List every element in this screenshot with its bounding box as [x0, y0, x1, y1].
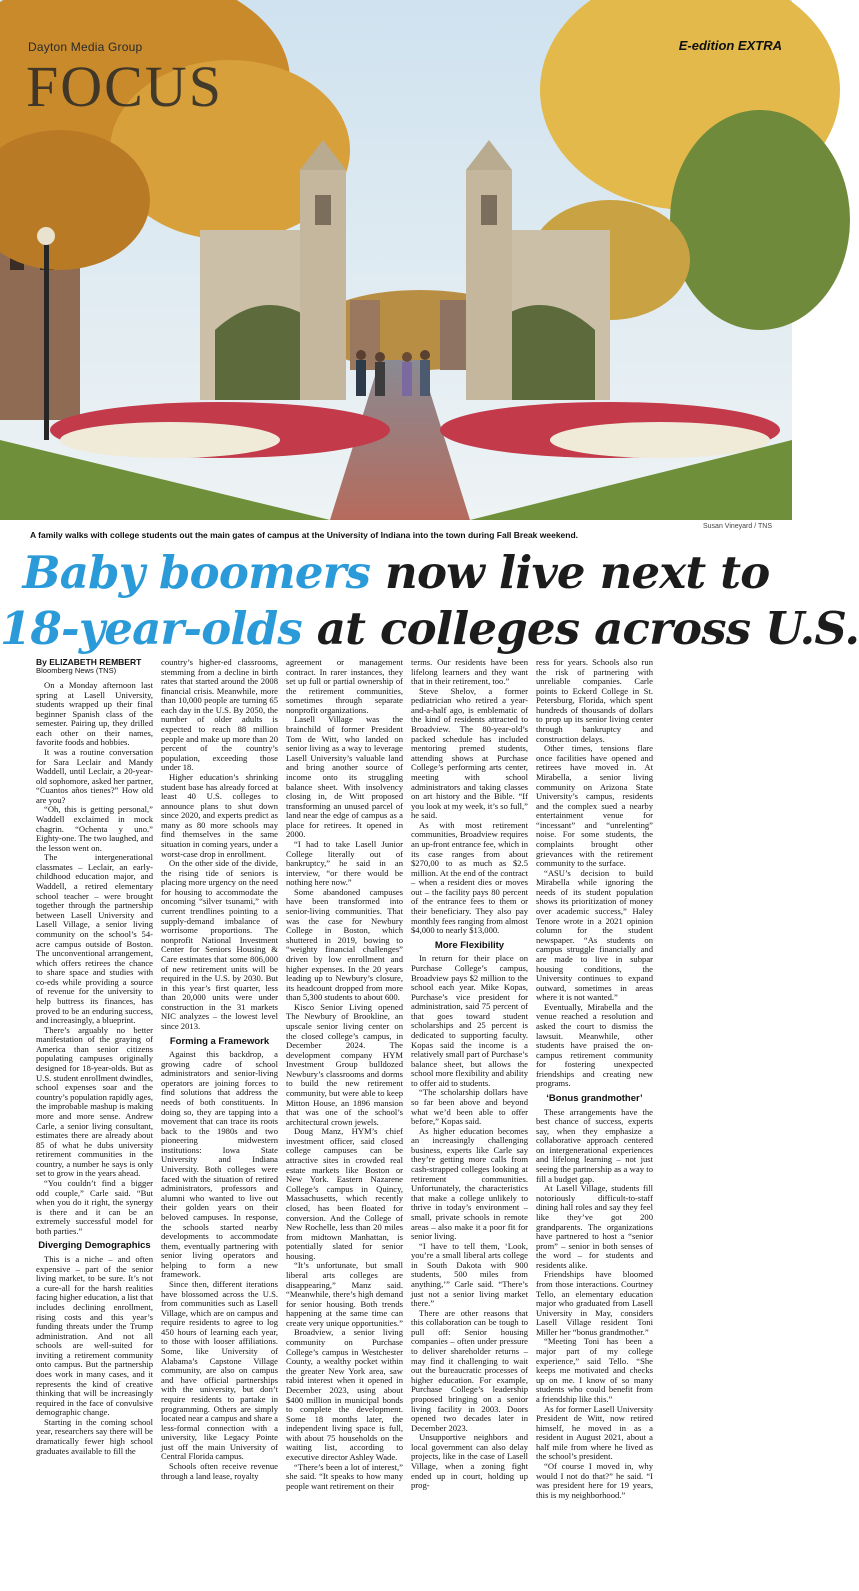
article-paragraph: “There’s been a lot of interest,” she said. “It speaks to how many people want retirement on their: [286, 1461, 403, 1491]
article-paragraph: There are other reasons that this collaboration can be tough to pull off: Senior housing companies – often under pressure to deliver shareholder returns – may find it challenging to wait out the bureaucratic processes of higher education. For example, Purchase College’s leadership proposed bringing on a senior living facility in 2003. Doors opened two decades later in December 2023.: [411, 1307, 528, 1433]
section-subhead: More Flexibility: [434, 939, 505, 951]
article-paragraph: Doug Manz, HYM’s chief investment officer, said closed college campuses can be attractive sites in crowded real estate markets like Boston or New York. Eastern Nazarene College’s campus in Quincy, Massachusetts, which recently closed, has been floated for conversion. And the College of New Rochelle, less than 20 miles from midtown Manhattan, is potentially slated for senior housing.: [286, 1126, 403, 1261]
article-paragraph: In return for their place on Purchase College’s campus, Broadview pays $2 million to the school each year. Mike Kopas, Purchase’s vice president for administration, said 75 percent of that goes toward student scholarships and 25 percent is dedicated to supporting faculty. Kopas said the income is a relatively small part of Purchase’s balance sheet, but allows the school more flexibility and ability to offer aid to students.: [411, 953, 528, 1088]
article-paragraph: These arrangements have the best chance of success, experts say, when they emphasize a collaborative approach centered on intergenerational experiences and lifelong learning – not just seeing the partnership as a way to fill a budget gap.: [536, 1106, 653, 1184]
article-paragraph: On the other side of the divide, the rising tide of seniors is placing more urgency on the need for housing to accommodate the oncoming “silver tsunami,” with current trendlines pointing to a supply-demand imbalance of worrisome proportions. The nonprofit National Investment Center for Seniors Housing & Care estimates that some 806,000 of new retirement units will be required in the U.S. by 2030. But in this year’s first quarter, less than 20,000 units were under construction in the 31 markets NIC analyzes – the lowest level since 2013.: [161, 858, 278, 1031]
byline-source: Bloomberg News (TNS): [36, 666, 117, 676]
photo-caption: A family walks with college students out the main gates of campus at the University of Indiana into the town during Fall Break weekend.: [30, 530, 579, 540]
article-paragraph: “I have to tell them, ‘Look, you’re a small liberal arts college in South Dakota with 900 students, 500 miles from anything,’” Carle said. “There’s just not a senior living market there.”: [411, 1240, 528, 1309]
article-paragraph: As with most retirement communities, Broadview requires an up-front entrance fee, which in its case ranges from about $270,00 to as much as $2.5 million. At the end of the contract – when a resident dies or moves out – the facility pays 80 percent of the entrance fees to them or their beneficiary. They also pay monthly fees ranging from almost $4,000 to nearly $13,000.: [411, 819, 528, 936]
article-paragraph: “ASU’s decision to build Mirabella while ignoring the needs of its student population shows its prioritization of money over academic success,” Haley Tenore wrote in a 2021 opinion column for the student newspaper. “As students on campus struggle financially and are made to live in subpar housing conditions, the University continues to expand outward, sometimes in areas where it is not wanted.”: [536, 867, 653, 1003]
article-body: [36, 658, 766, 1583]
article-paragraph: Starting in the coming school year, researchers say there will be dramatically fewer high school graduates available to fill the: [36, 1416, 153, 1456]
section-title: FOCUS: [26, 54, 223, 119]
article-paragraph: Steve Shelov, a former pediatrician who retired a year-and-a-half ago, is emblematic of the kind of residents attracted to Broadview. The 80-year-old’s packed schedule has included mentoring premed students, attending shows at Purchase College’s performing arts center, meeting with school administrators and taking classes on art history and the Bible. “If you look at my week, it’s so full,” he said.: [411, 685, 528, 821]
article-paragraph: “Oh, this is getting personal,” Waddell exclaimed in mock chagrin. “Ochenta y uno.” Eighty-one. The two laughed, and the lesson went on.: [36, 804, 153, 853]
article-paragraph: Since then, different iterations have blossomed across the U.S. from communities such as Lasell Village, which are on campus and require residents to agree to log 450 hours of learning each year, to those with looser affiliations. Some, like University of Alabama’s Capstone Village community, are also on campus and have official partnerships with the university, but don’t require residents to partake in programming. Others are simply located near a campus and share a less-formal connection with a university, like Legacy Pointe just off the main University of Central Florida campus.: [161, 1279, 278, 1462]
article-paragraph: ress for years. Schools also run the risk of partnering with unreliable companies. Carle points to Eckerd College in St. Petersburg, Florida, which spent hundreds of thousands of dollars to prop up its senior living center through bankruptcy and construction delays.: [536, 657, 653, 744]
headline-line-2: [0, 602, 859, 655]
article-column: [161, 658, 278, 1583]
article-paragraph: “Meeting Toni has been a major part of my college experience,” said Tello. “She keeps me motivated and checks up on me. I know of so many students who could benefit from a friendship like this.”: [536, 1336, 653, 1404]
article-paragraph: On a Monday afternoon last spring at Lasell University, students wrapped up their final beginner Spanish class of the semester. Pairing up, they drilled each other on their names, favorite foods and hobbies.: [36, 679, 153, 748]
article-paragraph: Unsupportive neighbors and local government can also delay projects, like in the case of Lasell Village, when a zoning fight ended up in court, holding up prog-: [411, 1432, 528, 1491]
publisher-name: Dayton Media Group: [28, 40, 143, 54]
article-paragraph: The intergenerational classmates – Leclair, an early-childhood education major, and Waddell, a retired elementary school teacher – were brought together through the partnership between Lasell University and Lasell Village, a senior living community on the school’s 54-acre campus outside of Boston. The unconventional arrangement, which offers retirees the chance to share space and studies with co-eds while providing a source of revenue for the university to help buttress its finances, has proved to be an enduring success, and increasingly, a blueprint.: [36, 852, 153, 1026]
article-paragraph: Schools often receive revenue through a land lease, royalty: [161, 1460, 278, 1481]
article-paragraph: It was a routine conversation for Sara Leclair and Mandy Waddell, until Leclair, a 20-year-old sophomore, asked her partner, “Cuantos años tienes?” How old are you?: [36, 746, 153, 805]
article-column: [286, 658, 403, 1583]
headline-text: at colleges across U.S.: [301, 602, 859, 655]
headline-highlight: Baby boomers: [22, 546, 371, 599]
article-paragraph: Higher education’s shrinking student base has already forced at least 40 U.S. colleges to announce plans to shut down since 2020, and experts predict as many as 80 more schools may find themselves in the same situation in coming years, under a worst-case drop in enrollment.: [161, 771, 278, 859]
article-paragraph: “I had to take Lasell Junior College literally out of bankruptcy,” he said in an interview, “or there would be nothing here now.”: [286, 838, 403, 888]
article-paragraph: “It’s unfortunate, but small liberal arts colleges are disappearing,” Manz said. “Meanwhile, there’s high demand for senior housing. Both trends happening at the same time can create very unique opportunities.”: [286, 1260, 403, 1328]
article-column: [536, 658, 653, 1583]
article-paragraph: Some abandoned campuses have been transformed into senior-living communities. That was the case for Newbury College in Boston, which shuttered in 2019, bowing to “weighty financial challenges” driven by low enrollment and higher expenses. In the 20 years leading up to Newbury’s closure, its headcount dropped from more than 5,300 students to about 600.: [286, 886, 403, 1003]
headline-highlight: 18-year-olds: [0, 602, 302, 655]
article-paragraph: Eventually, Mirabella and the venue reached a resolution and asked the court to dismiss the lawsuit. Meanwhile, other students have praised the on-campus retirement community for fostering unexpected friendships and creating new programs.: [536, 1001, 653, 1089]
article-paragraph: As higher education becomes an increasingly challenging business, experts like Carle say they’re getting more calls from cash-strapped colleges looking at retirement communities. Unfortunately, the characteristics that make a college unlikely to thrive in today’s environment – small, private schools in remote areas – also make it a poor fit for senior living.: [411, 1125, 528, 1242]
section-subhead: Diverging Demographics: [38, 1240, 151, 1252]
article-paragraph: country’s higher-ed classrooms, stemming from a decline in birth rates that started around the 2008 financial crisis. Meanwhile, more than 10,000 people are turning 65 each day in the U.S. By 2050, the number of older adults is expected to reach 88 million people and make up more than 20 percent of the country’s population, exceeding those under 18.: [161, 657, 278, 773]
article-paragraph: As for former Lasell University President de Witt, now retired himself, he moved in as a resident in August 2021, about a half mile from where he lived as the school’s president.: [536, 1403, 653, 1462]
headline-text: now live next to: [370, 546, 770, 599]
article-paragraph: Broadview, a senior living community on Purchase College’s campus in Westchester County, a wealthy pocket within the greater New York area, saw rabid interest when it opened in December 2023, using about $400 million in municipal bonds to complete the development. Some 18 months later, the independent living space is full, with about 75 households on the waiting list, according to executive director Ashley Wade.: [286, 1327, 403, 1462]
article-paragraph: “You couldn’t find a bigger odd couple,” Carle said. “But when you do it right, the synergy is there and it can be an extremely successful model for both parties.”: [36, 1177, 153, 1236]
article-paragraph: terms. Our residents have been lifelong learners and they want that in their retirement, too.”: [411, 657, 528, 687]
article-paragraph: Other times, tensions flare once facilities have opened and retirees have moved in. At Mirabella, a senior living community on Arizona State University’s campus, residents and the complex sued a nearby entertainment venue for “incessant” and “unrelenting” noise. For some students, the complaints brought other grievances with the retirement community to the surface.: [536, 743, 653, 869]
article-column: [411, 658, 528, 1583]
article-paragraph: Friendships have bloomed from those interactions. Courtney Tello, an elementary education major who graduated from Lasell University in May, considers Lasell Village resident Toni Miller her “bonus grandmother.”: [536, 1269, 653, 1337]
article-paragraph: “The scholarship dollars have so far been above and beyond what we’d been able to offer before,” Kopas said.: [411, 1087, 528, 1127]
article-paragraph: At Lasell Village, students fill notoriously difficult-to-staff dining hall roles and say they feel like they’ve got 200 grandparents. The organizations have partnered to host a “senior prom” – senior in both senses of the word – for students and residents alike.: [536, 1183, 653, 1270]
edition-label: E-edition EXTRA: [678, 38, 782, 53]
article-paragraph: Lasell Village was the brainchild of former President Tom de Witt, who landed on senior living as a way to leverage Lasell University’s valuable land and bring another source of income onto its struggling balance sheet. With insolvency closing in, de Witt proposed transforming an unused parcel of land near the edge of campus as a place for retirees. It opened in 2000.: [286, 714, 403, 840]
byline-author: By ELIZABETH REMBERT: [36, 657, 142, 667]
article-paragraph: Kisco Senior Living opened The Newbury of Brookline, an upscale senior living center on the closed college’s campus, in December 2024. The development company HYM Investment Group bulldozed Newbury’s classrooms and dorms to build the new retirement community, but were able to keep Mitton House, an 1896 mansion that was one of the school’s architectural crown jewels.: [286, 1001, 403, 1127]
article-paragraph: There’s arguably no better manifestation of the graying of America than senior citizens populating campuses originally designed for 18-year-olds. But as U.S. student enrollment dwindles, school expenses soar and the country’s population rapidly ages, the improbable mashup is making more and more sense. Andrew Carle, a senior living consultant, estimates there are already about 85 of what he dubs university retirement communities in the country, a number he says is only set to grow in the years ahead.: [36, 1024, 153, 1179]
section-subhead: Forming a Framework: [169, 1035, 270, 1047]
photo-credit: Susan Vineyard / TNS: [702, 523, 772, 530]
section-subhead: ‘Bonus grandmother’: [546, 1093, 643, 1105]
article-paragraph: Against this backdrop, a growing cadre of school administrators and senior-living operators are joining forces to find solutions that address the needs of both constituents. In doing so, they are tapping into a movement that can trace its roots back to the 1980s and two pioneering midwestern institutions: Iowa State University and Indiana University. Both colleges were faced with the situation of retired administrators, professors and alumni who wanted to live out their golden years on their beloved campuses. In response, the schools started nearby developments to accommodate them, eventually partnering with senior living operators and helping to form a new framework.: [161, 1049, 278, 1280]
article-paragraph: This is a niche – and often expensive – part of the senior living market, to be sure. It’s not a cure-all for the harsh realities facing higher education, a list that includes declining enrollment, rising costs and this year’s funding threats under the Trump administration. And not all schools are well-suited for inviting a retirement community onto campus. But the partnership does work in many cases, and it represents the kind of creative thinking that will be increasingly required in the face of convulsive demographic change.: [36, 1254, 153, 1418]
article-paragraph: agreement or management contract. In rarer instances, they set up full or partial ownership of the retirement communities, sometimes through separate nonprofit organizations.: [286, 657, 403, 715]
headline-line-1: [0, 546, 792, 599]
article-column: [36, 658, 153, 1583]
article-paragraph: “Of course I moved in, why would I not do that?” he said. “I was president here for 19 years, this is my neighborhood.”: [536, 1460, 653, 1500]
